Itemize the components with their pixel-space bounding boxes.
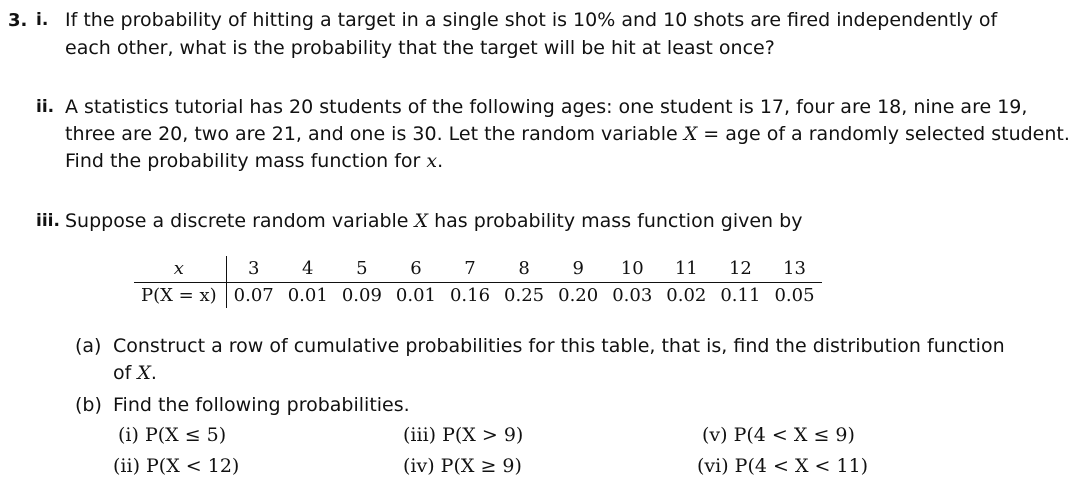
pmf-p-cell: 0.01 bbox=[287, 285, 328, 306]
part-ii-line3 bbox=[65, 150, 443, 172]
part-a-label: (a) bbox=[75, 335, 102, 357]
pmf-x-cell: 5 bbox=[335, 256, 389, 283]
part-b-text: Find the following probabilities. bbox=[113, 394, 410, 416]
variable-X: X bbox=[137, 362, 151, 384]
subquestion-i: (i) P(X ≤ 5) bbox=[118, 424, 227, 446]
part-i-label: i. bbox=[36, 10, 49, 30]
pmf-x-cell: 12 bbox=[713, 256, 767, 283]
pmf-x-cell: 9 bbox=[551, 256, 605, 283]
pmf-x-cell: 8 bbox=[497, 256, 551, 283]
pmf-x-cell: 6 bbox=[389, 256, 443, 283]
part-a-line2-a: of bbox=[113, 362, 138, 384]
pmf-p-row bbox=[134, 283, 822, 309]
pmf-x-cell: 10 bbox=[605, 256, 659, 283]
variable-x: x bbox=[426, 150, 438, 172]
subquestion-v: (v) P(4 < X ≤ 9) bbox=[702, 424, 855, 446]
pmf-x-cell: 7 bbox=[443, 256, 497, 283]
pmf-p-cell: 0.16 bbox=[449, 285, 491, 306]
pmf-table bbox=[134, 256, 822, 308]
part-ii-line2-a: three are 20, two are 21, and one is 30. Let the random variable bbox=[65, 123, 684, 145]
pmf-p-cell: 0.05 bbox=[774, 285, 815, 306]
pmf-x-cell: 4 bbox=[281, 256, 335, 283]
pmf-x-cell: 11 bbox=[659, 256, 713, 283]
pmf-p-cell: 0.09 bbox=[341, 285, 382, 306]
pmf-p-cell: 0.02 bbox=[666, 285, 707, 306]
part-ii-line1: A statistics tutorial has 20 students of the following ages: one student is 17, four are 18, nine are 19, bbox=[65, 96, 1028, 118]
pmf-p-cell: 0.03 bbox=[612, 285, 653, 306]
part-ii-line3-b: . bbox=[437, 150, 444, 172]
part-i-line1: If the probability of hitting a target in a single shot is 10% and 10 shots are fired independently of bbox=[65, 9, 998, 31]
part-a-line1: Construct a row of cumulative probabilities for this table, that is, find the distribution function bbox=[113, 335, 1005, 357]
part-a-line2-b: . bbox=[150, 362, 157, 384]
subquestion-ii: (ii) P(X < 12) bbox=[113, 455, 240, 477]
pmf-x-row bbox=[134, 256, 822, 283]
pmf-p-cell: 0.20 bbox=[558, 285, 599, 306]
part-b-label: (b) bbox=[75, 394, 102, 416]
pmf-p-cell: 0.07 bbox=[233, 285, 274, 306]
part-ii-line2-b: = age of a randomly selected student. bbox=[697, 123, 1070, 145]
part-ii-line3-a: Find the probability mass function for bbox=[65, 150, 427, 172]
pmf-p-cell: 0.01 bbox=[395, 285, 436, 306]
part-a-line2 bbox=[113, 362, 157, 384]
part-iii-intro bbox=[65, 210, 802, 232]
part-i-line2: each other, what is the probability that the target will be hit at least once? bbox=[65, 37, 775, 59]
subquestion-vi: (vi) P(4 < X < 11) bbox=[697, 455, 869, 477]
question-number: 3. bbox=[8, 10, 28, 31]
subquestion-iii: (iii) P(X > 9) bbox=[403, 424, 524, 446]
pmf-p-header: P(X = x) bbox=[134, 283, 226, 309]
part-ii-label: ii. bbox=[36, 97, 55, 117]
part-iii-intro-b: has probability mass function given by bbox=[428, 210, 803, 232]
variable-X: X bbox=[683, 123, 698, 145]
part-iii-label: iii. bbox=[36, 211, 60, 231]
subquestion-iv: (iv) P(X ≥ 9) bbox=[403, 455, 522, 477]
pmf-p-cell: 0.25 bbox=[504, 285, 545, 306]
pmf-p-cell: 0.11 bbox=[720, 285, 761, 306]
pmf-x-header: x bbox=[134, 256, 226, 283]
pmf-x-cell: 13 bbox=[767, 256, 821, 283]
part-ii-line2 bbox=[65, 123, 1070, 145]
variable-X: X bbox=[414, 210, 429, 232]
pmf-x-cell: 3 bbox=[226, 256, 281, 283]
part-iii-intro-a: Suppose a discrete random variable bbox=[65, 210, 415, 232]
